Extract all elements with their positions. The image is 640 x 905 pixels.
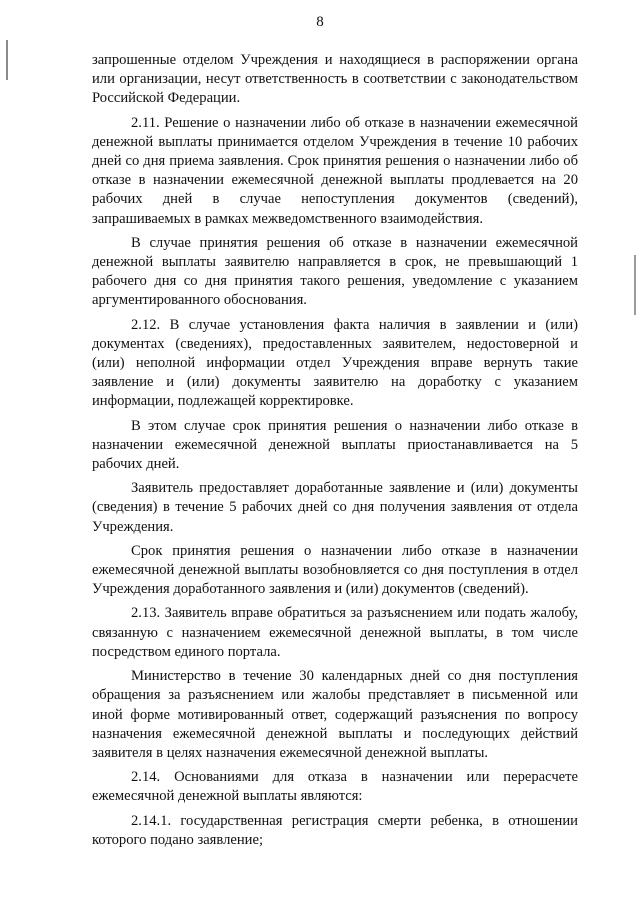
scan-edge-mark [6,40,8,80]
paragraph-2-11: 2.11. Решение о назначении либо об отказе в назначении ежемесячной денежной выплаты принимается отделом Учреждения в течение 10 рабочих дней со дня приема заявления. Срок принятия решения о назначении либо об отказе в назначении ежемесячной денежной выплаты продлевается на 20 рабочих дней в случае непоступления документов (сведений), запрашиваемых в рамках межведомственного взаимодействия. [92,114,578,227]
paragraph: В случае принятия решения об отказе в назначении ежемесячной денежной выплаты заявителю направляется в срок, не превышающий 1 рабочего дня со дня принятия такого решения, уведомление с указанием аргументированного обоснования. [92,234,578,309]
paragraph: Заявитель предоставляет доработанные заявление и (или) документы (сведения) в течение 5 рабочих дней со дня получения заявления от отдела Учреждения. [92,480,578,535]
scan-edge-mark [634,255,636,315]
paragraph-2-14-1: 2.14.1. государственная регистрация смерти ребенка, в отношении которого подано заявление; [92,812,578,848]
paragraph-continuation: запрошенные отделом Учреждения и находящиеся в распоряжении органа или организации, несут ответственность в соответствии с законодательством Российской Федерации. [92,52,578,107]
paragraph: Срок принятия решения о назначении либо отказе в назначении ежемесячной денежной выплаты возобновляется со дня поступления в отдел Учреждения доработанного заявления и (или) документов (сведений). [92,542,578,598]
paragraph-2-14: 2.14. Основаниями для отказа в назначении или перерасчете ежемесячной денежной выплаты являются: [92,769,578,805]
document-body [92,51,578,855]
paragraph-2-13: 2.13. Заявитель вправе обратиться за разъяснением или подать жалобу, связанную с назначением ежемесячной денежной выплаты, в том числе посредством единого портала. [92,605,578,660]
paragraph: В этом случае срок принятия решения о назначении либо отказе в назначении ежемесячной денежной выплаты приостанавливается на 5 рабочих дней. [92,417,578,473]
paragraph-2-12: 2.12. В случае установления факта наличия в заявлении и (или) документах (сведениях), предоставленных заявителем, недостоверной и (или) неполной информации отдел Учреждения вправе вернуть такие заявление и (или) документы заявителю на доработку с указанием информации, подлежащей корректировке. [92,316,578,410]
paragraph: Министерство в течение 30 календарных дней со дня поступления обращения за разъяснением или жалобы представляет в письменной или иной форме мотивированный ответ, содержащий разъяснения по вопросу назначения ежемесячной денежной выплаты и последующих действий заявителя в целях назначения ежемесячной денежной выплаты. [92,668,578,761]
page-number: 8 [316,14,324,30]
